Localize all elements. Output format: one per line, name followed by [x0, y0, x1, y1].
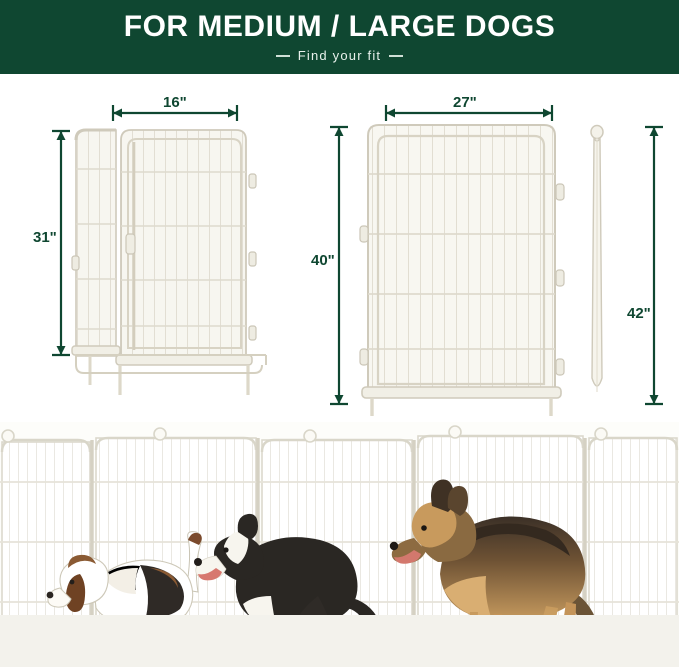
small-panel-rear [72, 130, 120, 356]
hinge-icon [556, 359, 564, 375]
hinge-icon [556, 270, 564, 286]
page-subtitle: Find your fit [297, 48, 382, 64]
page-title: FOR MEDIUM / LARGE DOGS [123, 9, 556, 43]
eye-icon [223, 547, 228, 552]
floor [0, 615, 679, 667]
large-panel [360, 125, 564, 416]
latch-icon [126, 234, 135, 254]
dimension-label-31in: 31" [33, 229, 57, 246]
hinge-icon [360, 226, 368, 242]
eye-icon [70, 580, 75, 585]
dimension-label-16in: 16" [163, 94, 187, 111]
header-banner [0, 0, 679, 74]
lifestyle-photo [0, 422, 679, 667]
dimension-diagram [0, 74, 679, 422]
diagram-svg [0, 74, 679, 422]
eye-icon [421, 525, 427, 531]
stake-knob-icon [2, 430, 14, 442]
dimension-label-27in: 27" [453, 94, 477, 111]
hinge-icon [556, 184, 564, 200]
stake-knob-icon [154, 428, 166, 440]
nose-icon [390, 542, 398, 550]
stake-knob-icon [449, 426, 461, 438]
dimension-label-42in: 42" [627, 305, 651, 322]
dash-right-icon [389, 55, 403, 57]
stake-knob-icon [304, 430, 316, 442]
hinge-icon [360, 349, 368, 365]
hinge-icon [249, 174, 256, 188]
nose-icon [194, 558, 202, 566]
stake-group [591, 126, 663, 405]
small-panel-group [52, 105, 266, 395]
stake-length-dimension [645, 127, 663, 404]
subtitle-row [276, 48, 404, 63]
stake-knob-icon [595, 428, 607, 440]
nose-icon [47, 592, 54, 599]
hinge-icon [249, 326, 256, 340]
dimension-label-40in: 40" [311, 252, 335, 269]
large-panel-group [330, 105, 564, 416]
ground-stake [591, 126, 603, 393]
dash-left-icon [276, 55, 290, 57]
hinge-icon [72, 256, 79, 270]
hinge-icon [249, 252, 256, 266]
